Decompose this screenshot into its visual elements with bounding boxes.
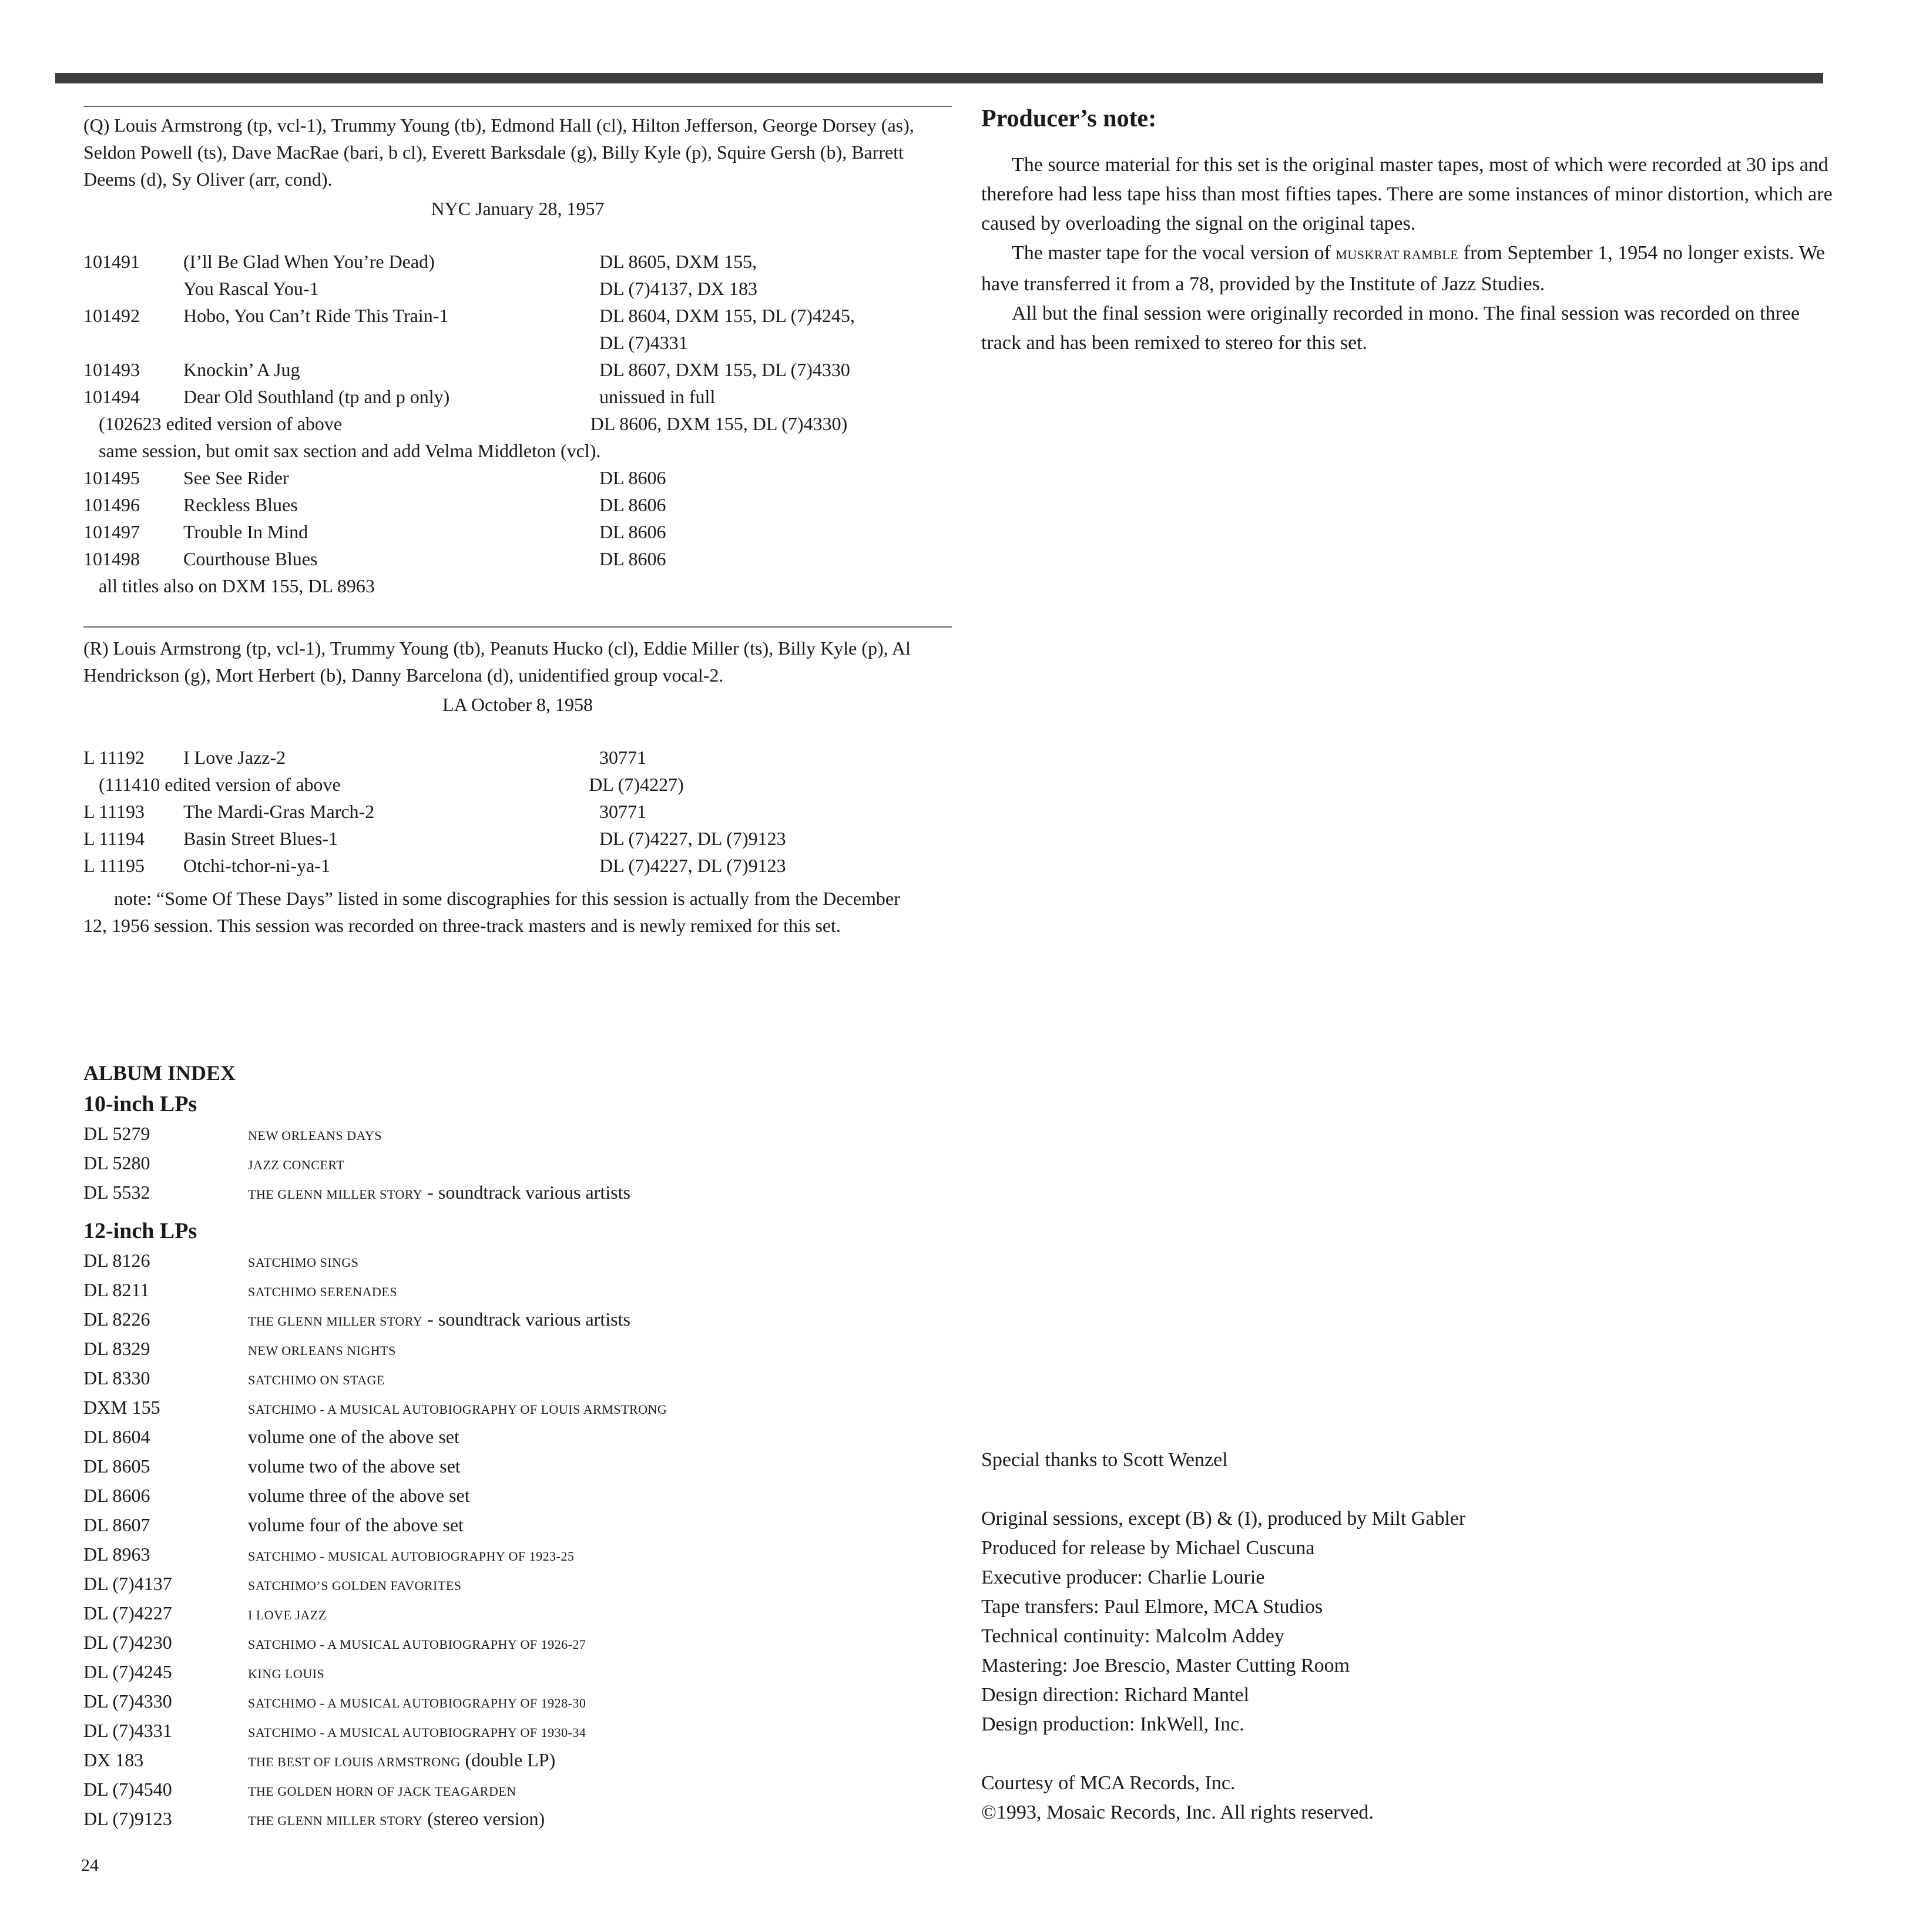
edited-version-row: [83, 410, 952, 437]
issue-numbers: DL (7)4137, DX 183: [599, 278, 757, 299]
album-row: [83, 1335, 952, 1364]
text-segment: The master tape for the vocal version of: [1012, 242, 1331, 264]
issue-numbers: DL (7)4227, DL (7)9123: [599, 828, 786, 849]
album-note: (stereo version): [427, 1808, 545, 1829]
issue-numbers: unissued in full: [599, 386, 716, 407]
issue-numbers: DL 8606: [599, 467, 666, 488]
issue-numbers: 30771: [599, 747, 646, 768]
credit-line: Executive producer: Charlie Lourie: [981, 1567, 1265, 1588]
album-code: DL (7)4137: [83, 1573, 172, 1594]
album-row: [83, 1599, 952, 1629]
album-title-cell: [248, 1746, 952, 1776]
matrix-number: L 11194: [83, 828, 145, 849]
album-code: DL (7)4227: [83, 1602, 172, 1624]
track-row: [83, 825, 952, 852]
producers-note-heading: Producer’s note:: [981, 105, 1157, 132]
album-index-heading: ALBUM INDEX: [83, 1061, 236, 1085]
matrix-number: 101496: [83, 494, 140, 515]
producers-note-paragraph: [981, 239, 1839, 299]
track-title: edited version of above: [165, 774, 341, 795]
album-code: DL 8607: [83, 1514, 150, 1535]
issue-numbers: DL 8606: [599, 548, 666, 569]
matrix-number: [83, 329, 183, 356]
album-title: SATCHIMO - A MUSICAL AUTOBIOGRAPHY OF 1928-30: [248, 1696, 586, 1710]
credit-line: Produced for release by Michael Cuscuna: [981, 1537, 1315, 1559]
producers-note: [981, 101, 1839, 358]
edited-version-row: [83, 771, 952, 798]
credit-line: Design production: InkWell, Inc.: [981, 1713, 1244, 1735]
album-note: - soundtrack various artists: [427, 1309, 630, 1330]
album-title-cell: [248, 1276, 952, 1306]
album-code: DL 5280: [83, 1152, 150, 1173]
track-row: [83, 356, 952, 383]
session-personnel: (Q) Louis Armstrong (tp, vcl-1), Trummy Young (tb), Edmond Hall (cl), Hilton Jefferson, George Dorsey (as), Seldon Powell (ts), Dave MacRae (bari, b cl), Everett Barksdale (g), Billy Kyle (p), Squire Gersh (b), Barrett Deems (d), Sy Oliver (arr, cond).: [83, 115, 914, 190]
session-r: [83, 635, 952, 939]
album-title: NEW ORLEANS NIGHTS: [248, 1343, 396, 1358]
album-note: (double LP): [465, 1749, 556, 1770]
session-personnel: (R) Louis Armstrong (tp, vcl-1), Trummy Young (tb), Peanuts Hucko (cl), Eddie Miller (ts), Billy Kyle (p), Al Hendrickson (g), Mort Herbert (b), Danny Barcelona (d), unidentified group vocal-2.: [83, 638, 911, 686]
album-row: [83, 1247, 952, 1276]
album-code: DL 8963: [83, 1544, 150, 1565]
album-title: SATCHIMO SINGS: [248, 1255, 359, 1270]
album-title-cell: [248, 1247, 952, 1276]
album-title-cell: [248, 1776, 952, 1805]
track-row: [83, 491, 952, 518]
track-row: [83, 302, 952, 329]
album-row: [83, 1149, 952, 1179]
album-code: DL 8211: [83, 1279, 150, 1300]
track-title: Knockin’ A Jug: [183, 359, 300, 380]
header-bar: [55, 73, 1823, 83]
album-title: THE GLENN MILLER STORY: [248, 1187, 423, 1202]
twelve-inch-heading: 12-inch LPs: [83, 1219, 197, 1243]
album-title-cell: [248, 1364, 952, 1394]
album-row: [83, 1541, 952, 1570]
track-title: [183, 329, 599, 356]
album-code: DL 5279: [83, 1123, 150, 1144]
album-row: [83, 1482, 952, 1511]
album-title-cell: [248, 1658, 952, 1688]
album-title: SATCHIMO - MUSICAL AUTOBIOGRAPHY OF 1923-25: [248, 1549, 575, 1564]
section-divider: [83, 106, 952, 107]
album-title: SATCHIMO - A MUSICAL AUTOBIOGRAPHY OF 1930-34: [248, 1725, 586, 1740]
album-row: [83, 1364, 952, 1394]
credit-lines: [981, 1504, 1839, 1739]
album-title-cell: [248, 1805, 952, 1834]
ten-inch-list: [83, 1120, 952, 1208]
album-code: DL 8606: [83, 1485, 150, 1506]
album-code: DL 8226: [83, 1309, 150, 1330]
album-title-cell: [248, 1570, 952, 1599]
album-title: SATCHIMO - A MUSICAL AUTOBIOGRAPHY OF 1926-27: [248, 1637, 586, 1652]
producers-note-paragraph: The source material for this set is the original master tapes, most of which were recorded at 30 ips and therefore had less tape hiss than most fifties tapes. There are some instances of minor distortion, which are caused by overloading the signal on the original tapes.: [981, 154, 1833, 234]
album-row: [83, 1805, 952, 1834]
credit-line: Design direction: Richard Mantel: [981, 1684, 1250, 1706]
album-row: [83, 1570, 952, 1599]
album-title: JAZZ CONCERT: [248, 1158, 345, 1172]
album-row: [83, 1717, 952, 1746]
session-tracklist: [83, 744, 952, 879]
album-title: SATCHIMO’S GOLDEN FAVORITES: [248, 1578, 462, 1593]
album-title: SATCHIMO ON STAGE: [248, 1373, 385, 1387]
album-code: DL (7)4230: [83, 1632, 172, 1653]
album-row: [83, 1179, 952, 1208]
album-row: [83, 1394, 952, 1423]
session-note: note: “Some Of These Days” listed in some discographies for this session is actually from the December 12, 1956 session. This session was recorded on three-track masters and is newly remixed for this set.: [83, 888, 900, 936]
album-code: DL 8126: [83, 1250, 150, 1271]
album-title-cell: [248, 1629, 952, 1658]
track-row: [83, 248, 952, 275]
album-title: THE GLENN MILLER STORY: [248, 1813, 423, 1828]
album-title-cell: [248, 1120, 952, 1149]
session-place-date: LA October 8, 1958: [442, 694, 593, 715]
album-row: [83, 1776, 952, 1805]
album-title: KING LOUIS: [248, 1666, 325, 1681]
album-code: DL (7)4540: [83, 1779, 172, 1800]
matrix-number: (102623: [99, 413, 162, 434]
album-title-cell: [248, 1599, 952, 1629]
credit-line: Mastering: Joe Brescio, Master Cutting Room: [981, 1655, 1350, 1676]
album-note: volume two of the above set: [248, 1455, 461, 1477]
session-tracklist: [83, 248, 952, 599]
matrix-number: 101491: [83, 251, 140, 272]
credit-line: Original sessions, except (B) & (I), produced by Milt Gabler: [981, 1508, 1466, 1530]
session-footer-note: all titles also on DXM 155, DL 8963: [99, 575, 375, 596]
matrix-number: 101494: [83, 386, 140, 407]
album-title-cell: [248, 1423, 952, 1453]
album-code: DX 183: [83, 1749, 144, 1770]
album-title-cell: [248, 1453, 952, 1482]
matrix-number: 101492: [83, 305, 140, 326]
album-title: THE GLENN MILLER STORY: [248, 1314, 423, 1329]
track-row: [83, 329, 952, 356]
album-title-cell: [248, 1688, 952, 1717]
track-title: Otchi-tchor-ni-ya-1: [183, 855, 330, 876]
matrix-number: [83, 275, 183, 302]
matrix-number: 101497: [83, 521, 140, 542]
album-code: DL 8605: [83, 1455, 150, 1477]
album-row: [83, 1423, 952, 1453]
album-note: volume three of the above set: [248, 1485, 470, 1506]
album-index: [83, 1058, 952, 1834]
matrix-number: (111410: [99, 774, 160, 795]
track-row: [83, 744, 952, 771]
album-code: DL 8604: [83, 1426, 150, 1447]
album-code: DL 5532: [83, 1182, 150, 1203]
track-row: [83, 275, 952, 302]
issue-numbers: DL (7)4331: [599, 332, 688, 353]
album-title-cell: [248, 1335, 952, 1364]
text-segment: from September 1, 1954 no longer exists. We have transferred it from a 78, provided by the Institute of Jazz Studies.: [981, 242, 1825, 295]
album-code: DL (7)9123: [83, 1808, 172, 1829]
album-code: DL (7)4331: [83, 1720, 172, 1741]
matrix-number: L 11193: [83, 801, 145, 822]
album-title-cell: [248, 1179, 952, 1208]
album-row: [83, 1120, 952, 1149]
track-row: [83, 518, 952, 545]
ten-inch-heading: 10-inch LPs: [83, 1092, 197, 1116]
album-code: DL 8330: [83, 1367, 150, 1388]
track-title: Basin Street Blues-1: [183, 828, 338, 849]
section-divider: [83, 626, 952, 628]
album-title: NEW ORLEANS DAYS: [248, 1128, 382, 1143]
track-title: (I’ll Be Glad When You’re Dead): [183, 251, 435, 272]
track-row: [83, 798, 952, 825]
track-title: Hobo, You Can’t Ride This Train-1: [183, 305, 449, 326]
courtesy-line: Courtesy of MCA Records, Inc.: [981, 1772, 1236, 1794]
twelve-inch-list: [83, 1247, 952, 1834]
album-note: volume one of the above set: [248, 1426, 459, 1447]
album-row: [83, 1511, 952, 1541]
track-row: [83, 464, 952, 491]
album-row: [83, 1306, 952, 1335]
matrix-number: 101493: [83, 359, 140, 380]
producers-note-paragraph: All but the final session were originally recorded in mono. The final session was recorded on three track and has been remixed to stereo for this set.: [981, 303, 1800, 354]
track-title: Reckless Blues: [183, 494, 298, 515]
track-title: Trouble In Mind: [183, 521, 308, 542]
album-row: [83, 1453, 952, 1482]
album-row: [83, 1746, 952, 1776]
album-title: SATCHIMO SERENADES: [248, 1284, 398, 1299]
matrix-number: L 11195: [83, 855, 145, 876]
album-title-cell: [248, 1482, 952, 1511]
album-note: - soundtrack various artists: [427, 1182, 630, 1203]
matrix-number: 101495: [83, 467, 140, 488]
track-row: [83, 383, 952, 410]
track-title: edited version of above: [166, 413, 343, 434]
album-row: [83, 1276, 952, 1306]
album-title-cell: [248, 1511, 952, 1541]
credit-line: Technical continuity: Malcolm Addey: [981, 1625, 1284, 1647]
album-title: I LOVE JAZZ: [248, 1608, 327, 1622]
issue-numbers: DL 8605, DXM 155,: [599, 251, 757, 272]
track-title: Dear Old Southland (tp and p only): [183, 386, 450, 407]
copyright-line: ©1993, Mosaic Records, Inc. All rights reserved.: [981, 1802, 1374, 1823]
album-title-cell: [248, 1306, 952, 1335]
album-row: [83, 1658, 952, 1688]
matrix-number: L 11192: [83, 747, 145, 768]
track-row: [83, 852, 952, 879]
album-title-cell: [248, 1717, 952, 1746]
album-code: DXM 155: [83, 1397, 160, 1418]
issue-numbers: DL 8606, DXM 155, DL (7)4330): [590, 413, 848, 434]
issue-numbers: DL 8607, DXM 155, DL (7)4330: [599, 359, 850, 380]
album-row: [83, 1629, 952, 1658]
issue-numbers: DL 8604, DXM 155, DL (7)4245,: [599, 305, 855, 326]
session-note: same session, but omit sax section and add Velma Middleton (vcl).: [99, 440, 601, 461]
album-title-cell: [248, 1149, 952, 1179]
track-title: Courthouse Blues: [183, 548, 318, 569]
track-title: I Love Jazz-2: [183, 747, 286, 768]
page-number: 24: [81, 1856, 99, 1875]
track-title: You Rascal You-1: [183, 278, 319, 299]
album-row: [83, 1688, 952, 1717]
credits: [981, 1445, 1839, 1827]
album-title: THE BEST OF LOUIS ARMSTRONG: [248, 1755, 461, 1769]
session-q: [83, 112, 952, 599]
session-place-date: NYC January 28, 1957: [431, 198, 605, 219]
issue-numbers: DL (7)4227): [589, 774, 684, 795]
credit-line: Tape transfers: Paul Elmore, MCA Studios: [981, 1596, 1323, 1618]
album-code: DL 8329: [83, 1338, 150, 1359]
album-title-cell: [248, 1541, 952, 1570]
issue-numbers: DL 8606: [599, 494, 666, 515]
issue-numbers: DL 8606: [599, 521, 666, 542]
album-code: DL (7)4330: [83, 1690, 172, 1712]
song-title: MUSKRAT RAMBLE: [1336, 247, 1459, 262]
track-row: [83, 545, 952, 572]
album-title: SATCHIMO - A MUSICAL AUTOBIOGRAPHY OF LOUIS ARMSTRONG: [248, 1402, 667, 1417]
track-title: See See Rider: [183, 467, 289, 488]
album-title: THE GOLDEN HORN OF JACK TEAGARDEN: [248, 1784, 516, 1799]
issue-numbers: 30771: [599, 801, 646, 822]
issue-numbers: DL (7)4227, DL (7)9123: [599, 855, 786, 876]
matrix-number: 101498: [83, 548, 140, 569]
special-thanks: Special thanks to Scott Wenzel: [981, 1449, 1228, 1471]
album-note: volume four of the above set: [248, 1514, 464, 1535]
track-title: The Mardi-Gras March-2: [183, 801, 375, 822]
album-code: DL (7)4245: [83, 1661, 172, 1682]
album-title-cell: [248, 1394, 952, 1423]
